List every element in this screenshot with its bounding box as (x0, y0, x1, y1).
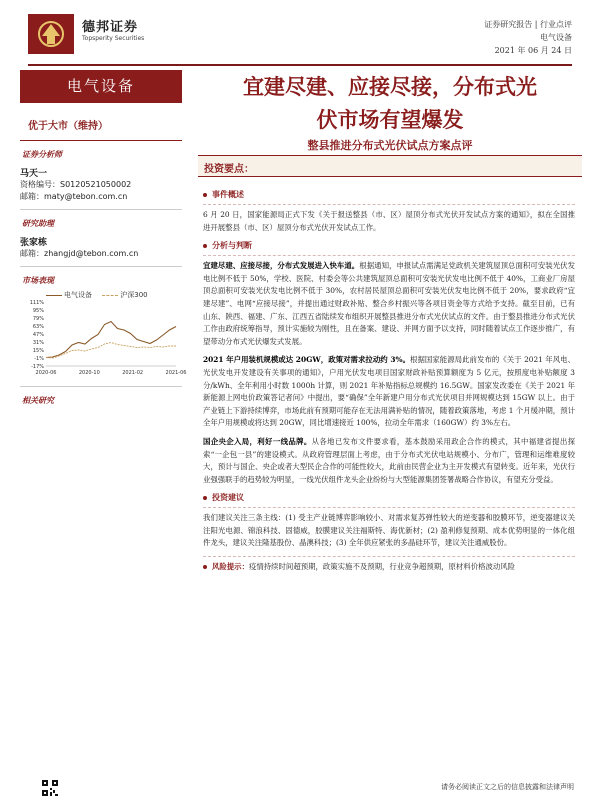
dashed-divider (203, 556, 575, 557)
y-tick-label: -1% (34, 356, 44, 362)
divider (20, 209, 182, 210)
series-line-index (46, 343, 176, 359)
investment-points-bar (198, 155, 582, 177)
bullet-icon (203, 244, 207, 248)
y-tick-label: 79% (32, 316, 44, 322)
analyst-section-title: 证券分析师 (22, 150, 62, 159)
analysis-heading-text: 分析与判断 (212, 240, 252, 251)
analyst-name: 马天一 (20, 169, 48, 179)
market-chart-svg (20, 290, 187, 380)
legend-swatch-index (102, 295, 118, 296)
legend-swatch-sector (46, 295, 62, 296)
p1-lead: 宜建尽建、应接尽接，分布式发展进入快车道。 (203, 261, 360, 271)
analyst-email: 邮箱：maty@tebon.com.cn (20, 192, 128, 201)
bullet-icon (203, 193, 207, 197)
divider (20, 266, 182, 267)
x-tick-label: 2021-06 (165, 370, 187, 376)
rating: 优于大市（维持） (28, 121, 108, 132)
event-heading-text: 事件概述 (212, 189, 244, 199)
chart-legend (46, 290, 148, 300)
analysis-paragraph-1 (203, 260, 575, 348)
market-chart (20, 290, 187, 380)
invest-heading (203, 492, 575, 503)
y-tick-label: -17% (31, 364, 44, 370)
x-tick-label: 2020-06 (35, 370, 57, 376)
analyst-cert: 资格编号：S0120521050002 (20, 180, 132, 189)
p3-body: 从各地已发布文件要求看，基本鼓励采用政企合作的模式，其中福建省提出探索“一企包一县”的建设模式。从政府管理层面上考虑，由于分布式光伏电站规模小、分布广，管理和运维难度较大，预计与国企、央企或者大型民企合作的可能性较大，此前由民营企业为主开发模式有望转变。近年来，光伏行业强强联手的趋势较为明显，一线光伏组件龙头企业纷纷与大型能源集团签署战略合作协议，有望充分受益。 (203, 436, 575, 484)
risk-paragraph (203, 561, 575, 574)
left-sidebar (20, 70, 187, 406)
assistant-email: 邮箱：zhangjd@tebon.com.cn (20, 249, 139, 258)
dashed-divider (203, 255, 575, 256)
report-type: 证券研究报告 | 行业点评 (484, 20, 572, 29)
p3-lead: 国企央企入局，利好一线品牌。 (203, 436, 312, 446)
risk-body: 疫情持续时间超预期，政策实施不及预期，行业竞争超预期，原材料价格波动风险 (248, 562, 516, 572)
header-meta (484, 18, 572, 57)
tebon-logo-icon (28, 14, 74, 54)
sector-box: 电气设备 (20, 70, 182, 103)
y-tick-label: 47% (32, 332, 44, 338)
series-line-sector (46, 322, 176, 358)
x-tick-label: 2020-10 (78, 370, 100, 376)
invest-heading-text: 投资建议 (212, 492, 244, 503)
analysis-heading (203, 240, 575, 251)
event-paragraph: 6 月 20 日，国家能源局正式下发《关于报送整县（市、区）屋顶分布式光伏开发试点方案的通知》，拟在全国推进开展整县（市、区）屋顶分布式光伏开发试点工作。 (203, 210, 575, 232)
y-tick-label: 111% (29, 300, 44, 306)
title-line-1: 宜建尽建、应接尽接，分布式光 (243, 74, 537, 99)
report-subtitle: 整县推进分布式光伏试点方案点评 (307, 139, 473, 152)
main-content (203, 183, 575, 574)
legend-label-index: 沪深300 (120, 291, 148, 299)
analysis-paragraph-2 (203, 354, 575, 430)
dashed-divider (203, 204, 575, 205)
report-date: 2021 年 06 月 24 日 (494, 46, 572, 55)
title-line-2: 伏市场有望爆发 (316, 107, 464, 132)
x-tick-label: 2021-02 (122, 370, 144, 376)
related-section-title: 相关研究 (22, 396, 54, 405)
brand-name-cn: 德邦证券 (82, 20, 139, 35)
market-section-title: 市场表现 (22, 276, 54, 285)
y-tick-label: 63% (32, 324, 44, 330)
p2-lead: 2021 年户用装机规模或达 20GW，政策对需求拉动约 3%。 (203, 355, 411, 365)
analysis-paragraph-3 (203, 436, 575, 486)
bullet-icon (203, 565, 207, 569)
header-sector: 电气设备 (540, 33, 572, 42)
y-tick-label: 95% (32, 308, 44, 314)
divider (20, 386, 182, 387)
p2-body: 根据国家能源局此前发布的《关于 2021 年风电、光伏发电开发建设有关事项的通知》，户用光伏发电项目国家财政补贴预算额度为 5 亿元，按照度电补贴额度 3 分/kWh、全年利用小时数 1000h 计算，则 2021 年补贴指标总规模约 16.5GW。国家发改委在《关于 2021 年新能源上网电价政策答记者问》中提出，要“确保”全年新建户用分布式光伏项目并网规模达到 15GW 以上。由于产业链上下游持续博弈，市场此前有预期可能存在无法用满补贴的情况，随着政策落地，考虑 1 个月缓冲期，预计全年户用规模或将达到 20GW，同比增速接近 100%，拉动全年需求（160GW）约 3%左右。 (203, 355, 575, 428)
invest-paragraph: 我们建议关注三条主线：(1) 受主产业链博弈影响较小、对需求复苏弹性较大的逆变器和胶膜环节，逆变器建议关注阳光电源、锦浪科技、固德威，胶膜建议关注福斯特、海优新材；(2) 盈利修复预期、成本优势明显的一体化组件龙头，建议关注隆基股份、晶澳科技；(3) 全年供应紧张的多晶硅环节，建议关注通威股份。 (203, 513, 575, 548)
header-divider (28, 64, 572, 66)
footer-disclaimer: 请务必阅读正文之后的信息披露和法律声明 (441, 783, 574, 791)
dashed-divider (203, 507, 575, 508)
investment-points-label: 投资要点： (204, 164, 254, 175)
y-tick-label: 31% (32, 340, 44, 346)
event-heading (203, 189, 575, 200)
rating-divider (20, 140, 182, 141)
qr-code-icon (42, 780, 58, 796)
brand-name-en: Topsperity Securities (82, 35, 145, 42)
report-title (200, 70, 580, 136)
risk-lead: 风险提示： (212, 562, 249, 572)
assistant-section-title: 研究助理 (22, 219, 54, 228)
assistant-name: 张家栋 (20, 238, 48, 248)
p1-body: 根据通知，申报试点需满足党政机关建筑屋顶总面积可安装光伏发电比例不低于 50%，学校、医院、村委会等公共建筑屋顶总面积可安装光伏发电比例不低于 40%，工商业厂房屋顶总面积可安装光伏发电比例不低于 30%，农村居民屋顶总面积可安装光伏发电比例不低于 20%，要求政府“宜建尽建”、电网“应接尽接”，并提出通过财政补贴、整合乡村振兴等各项目资金等方式给予支持。截至目前，已有山东、陕西、福建、广东、江西五省陆续发布组织开展整县推进分布式光伏试点的文件。由于整县推进分布式光伏工作由政府统筹指导，预计实施较为刚性，且在备案、建设、并网方面予以支持，同时随着试点工作逐步推广，有望带动分布式光伏爆发式发展。 (203, 261, 575, 346)
y-tick-label: 15% (32, 348, 44, 354)
legend-label-sector: 电气设备 (64, 291, 92, 299)
bullet-icon (203, 496, 207, 500)
